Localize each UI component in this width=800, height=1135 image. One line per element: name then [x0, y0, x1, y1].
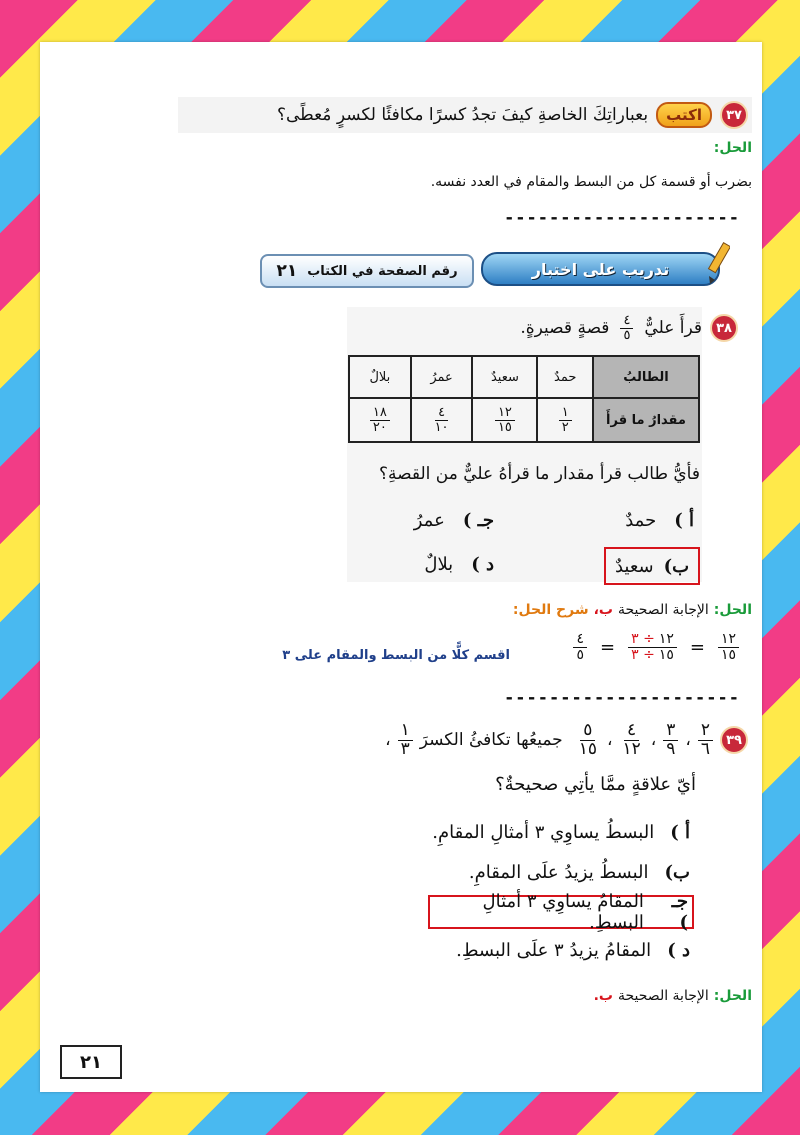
denominator: ١٥ — [720, 646, 736, 663]
denominator: ١٠ — [434, 419, 449, 435]
denominator: ٣ — [400, 738, 410, 759]
student-cell: حمدٌ — [537, 356, 593, 398]
numerator: ١٢ — [495, 406, 515, 421]
q38-header — [520, 314, 738, 342]
comma: ، — [685, 730, 691, 751]
numerator: ٢ — [698, 722, 713, 741]
q38-intro-after: قصةٍ قصيرةٍ. — [520, 318, 610, 339]
q38-choice-a — [625, 510, 694, 531]
q39-text-mid: جميعُها تكافئُ الكسرَ — [419, 730, 563, 751]
equation-fraction — [718, 632, 739, 662]
numerator: ٣ — [663, 722, 678, 741]
fraction-cell — [411, 398, 473, 442]
q39-fraction — [576, 722, 600, 759]
page-number-box — [60, 1045, 122, 1079]
choice-text: بلالٌ — [424, 554, 454, 575]
numerator: ١ — [398, 722, 413, 741]
pencil-icon — [704, 240, 730, 284]
q38-explain-label: شرح الحل: — [512, 602, 589, 618]
numerator: ٤ — [624, 722, 639, 741]
q38-solution — [513, 602, 752, 618]
choice-letter: د ) — [471, 554, 494, 575]
q38-equation — [570, 632, 742, 662]
choice-text: البسطُ يساوِي ٣ أمثالِ المقامِ. — [432, 822, 655, 843]
equation-fraction — [573, 632, 587, 662]
student-cell: سعيدٌ — [472, 356, 537, 398]
q38-intro-fraction — [620, 314, 633, 342]
denominator: ٦ — [700, 738, 710, 759]
separator-1: --------------------- — [504, 208, 740, 228]
numerator — [628, 632, 677, 648]
choice-letter: جـ ) — [462, 510, 494, 531]
fraction-cell — [472, 398, 537, 442]
denominator: ٥ — [623, 327, 631, 343]
equation-fraction-division — [628, 632, 677, 662]
numerator-divisor: ÷ ٣ — [631, 631, 655, 647]
fraction-cell — [349, 398, 411, 442]
q38-answer-letter: ب، — [593, 602, 613, 618]
q39-choice-d — [456, 940, 690, 961]
denominator: ١٥ — [497, 419, 512, 435]
q39-line-2: أيّ علاقةٍ ممَّا يأتِي صحيحةٌ؟ — [495, 774, 696, 795]
q38-panel — [347, 307, 702, 582]
numerator: ٥ — [580, 722, 595, 741]
page-ref-box — [260, 254, 474, 288]
table-row — [349, 398, 699, 442]
q39-line-1 — [385, 722, 748, 759]
choice-letter: ب) — [664, 862, 690, 883]
choice-letter: جـ ) — [671, 891, 688, 933]
q37-solution-label: الحل: — [713, 140, 752, 156]
denominator: ١٥ — [578, 738, 597, 759]
comma: ، — [385, 730, 391, 751]
q38-choice-d — [424, 554, 494, 575]
denominator — [628, 648, 677, 663]
denominator: ٩ — [666, 738, 676, 759]
q38-intro-before: قرأَ عليٌّ — [644, 318, 702, 339]
student-cell: بلالٌ — [349, 356, 411, 398]
equals-sign: = — [689, 636, 705, 658]
choice-letter: أ ) — [674, 510, 694, 531]
comma: ، — [606, 730, 613, 751]
q37-number: ٣٧ — [720, 101, 748, 129]
separator-2: --------------------- — [504, 688, 740, 708]
practice-banner — [482, 240, 730, 290]
numerator: ١٢ — [718, 632, 739, 648]
denominator: ٢ — [561, 419, 569, 435]
fraction-cell — [537, 398, 593, 442]
page — [40, 42, 762, 1092]
write-badge-label: اكتب — [666, 106, 702, 124]
denominator: ٢٠ — [372, 419, 387, 435]
numerator: ١ — [559, 406, 572, 421]
q39-final-fraction — [398, 722, 413, 759]
denominator-value: ١٥ — [658, 646, 674, 663]
choice-text: حمدٌ — [625, 510, 657, 531]
page-number: ٢١ — [80, 1051, 102, 1073]
q39-fraction — [698, 722, 713, 759]
equals-sign: = — [600, 636, 616, 658]
q37-question: بعباراتِكَ الخاصةِ كيفَ تجدُ كسرًا مكافئًا لكسرٍ مُعطًى؟ — [276, 105, 649, 125]
page-ref-number: ٢١ — [276, 261, 298, 281]
q39-number: ٣٩ — [720, 726, 748, 754]
choice-letter: أ ) — [670, 822, 690, 843]
student-cell: عمرُ — [411, 356, 473, 398]
denominator: ٥ — [576, 646, 584, 663]
denominator: ١٢ — [622, 738, 641, 759]
q39-solution — [594, 988, 752, 1004]
q38-answer-text: الإجابة الصحيحة — [618, 602, 709, 618]
q39-fraction — [663, 722, 678, 759]
write-badge — [656, 102, 712, 128]
numerator: ١٨ — [370, 406, 390, 421]
comma: ، — [650, 730, 657, 751]
reading-table — [348, 355, 700, 443]
q39-solution-label: الحل: — [713, 988, 752, 1004]
numerator: ٤ — [435, 406, 448, 421]
q38-choice-b-correct — [604, 547, 700, 585]
page-ref-label: رقم الصفحة في الكتاب — [307, 263, 458, 279]
q37-header — [178, 97, 752, 133]
table-header-cell: الطالبُ — [593, 356, 699, 398]
numerator: ٤ — [573, 632, 587, 648]
practice-banner-title: تدريب على اختبار — [531, 259, 670, 279]
practice-banner-pill — [481, 252, 720, 286]
choice-text: المقامُ يساوِي ٣ أمثالِ البسطِ. — [482, 891, 644, 933]
denominator-divisor: ÷ ٣ — [631, 646, 655, 663]
choice-text: البسطُ يزيدُ علَى المقامِ. — [468, 862, 649, 883]
numerator-value: ١٢ — [658, 631, 674, 647]
numerator: ٤ — [620, 314, 633, 329]
q37-answer: بضرب أو قسمة كل من البسط والمقام في العدد نفسه. — [430, 174, 752, 190]
q38-question: فأيُّ طالب قرأ مقدار ما قرأهُ عليٌّ من القصةِ؟ — [378, 464, 700, 484]
q38-number: ٣٨ — [710, 314, 738, 342]
q39-answer-text: الإجابة الصحيحة — [618, 988, 709, 1004]
q38-solution-label: الحل: — [713, 602, 752, 618]
choice-text: سعيدٌ — [614, 555, 654, 577]
q39-choice-a — [432, 822, 690, 843]
choice-letter: ب) — [663, 555, 690, 577]
q39-choice-b — [469, 862, 690, 883]
table-row-label: مقدارُ ما قرأَ — [593, 398, 699, 442]
q38-choice-c — [414, 510, 494, 531]
choice-text: المقامُ يزيدُ ٣ علَى البسطِ. — [456, 940, 652, 961]
q39-fraction — [619, 722, 643, 759]
table-row — [349, 356, 699, 398]
q39-choice-c-boxed — [428, 891, 694, 933]
choice-letter: د ) — [667, 940, 690, 961]
choice-text: عمرُ — [413, 510, 445, 531]
q39-answer-letter: ب. — [593, 988, 613, 1004]
q38-explain-note: اقسم كلًّا من البسط والمقام على ٣ — [282, 648, 510, 663]
